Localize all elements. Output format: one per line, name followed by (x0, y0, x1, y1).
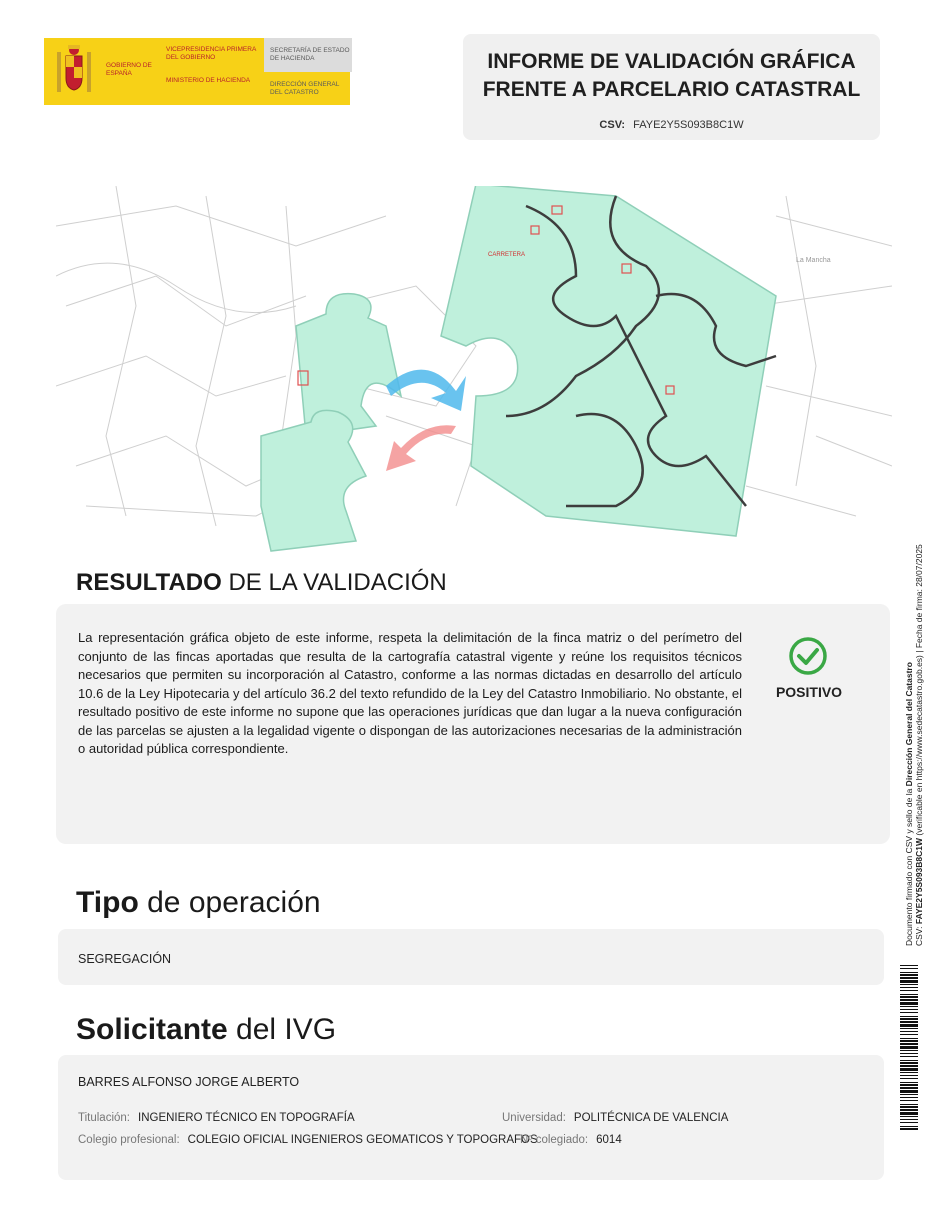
signature-line2-pre: CSV: (914, 924, 924, 946)
colegio-value: COLEGIO OFICIAL INGENIEROS GEOMATICOS Y TOPOGRAFOS (187, 1134, 538, 1146)
report-title-line2: FRENTE A PARCELARIO CATASTRAL (482, 78, 861, 101)
coat-of-arms-icon (44, 38, 104, 105)
barcode-bar (900, 1087, 918, 1089)
barcode-bar (900, 1126, 918, 1127)
universidad-row (502, 1112, 728, 1124)
barcode-bar (900, 1040, 918, 1042)
operation-heading (76, 886, 321, 920)
barcode-bar (900, 1002, 918, 1005)
titulacion-value: INGENIERO TÉCNICO EN TOPOGRAFÍA (138, 1112, 355, 1124)
signature-side-text (904, 544, 924, 946)
barcode-bar (900, 1024, 918, 1027)
barcode-bar (900, 1112, 918, 1115)
barcode-bar (900, 1056, 918, 1057)
barcode-bar (900, 1018, 918, 1020)
signature-line1 (904, 544, 914, 946)
signature-line2 (914, 544, 924, 946)
result-heading (76, 569, 447, 597)
barcode-bar (900, 996, 918, 998)
barcode-bar (900, 999, 918, 1001)
logo-gobierno-text: GOBIERNO DE ESPAÑA (106, 62, 152, 77)
operation-heading-rest: de operación (138, 886, 321, 919)
barcode-bar (900, 1090, 918, 1093)
csv-value: FAYE2Y5S093B8C1W (633, 119, 744, 131)
barcode-bar (900, 1006, 918, 1007)
barcode-bar (900, 1016, 918, 1017)
barcode-bar (900, 1097, 918, 1098)
barcode-bar (900, 1062, 918, 1064)
svg-text:CARRETERA: CARRETERA (488, 252, 526, 258)
barcode-bar (900, 1082, 918, 1083)
puzzle-map-illustration (56, 186, 892, 552)
barcode-bar (900, 1075, 918, 1076)
barcode-bar (900, 1021, 918, 1023)
map-place-label: La Mancha (796, 257, 831, 264)
barcode-bar (900, 1046, 918, 1049)
operation-heading-bold: Tipo (76, 886, 139, 919)
arrow-out-icon (386, 425, 456, 471)
barcode-bar (900, 1053, 918, 1054)
barcode-bar (900, 968, 918, 969)
report-title (463, 48, 880, 104)
barcode-bar (900, 1038, 918, 1039)
signature-line1-bold: Dirección General del Catastro (904, 662, 914, 787)
logo-direccion-text: DIRECCIÓN GENERAL DEL CATASTRO (270, 81, 340, 96)
barcode-bar (900, 1119, 918, 1120)
result-heading-bold: RESULTADO (76, 569, 222, 596)
colegiado-row (520, 1134, 622, 1146)
barcode-bar (900, 1116, 918, 1117)
barcode-bar (900, 1031, 918, 1032)
check-circle-icon (788, 636, 828, 676)
colegiado-value: 6014 (596, 1134, 622, 1146)
barcode-bar (900, 1065, 918, 1067)
barcode-bar (900, 1028, 918, 1029)
barcode-bar (900, 994, 918, 995)
barcode-bar (900, 1068, 918, 1071)
barcode-bar (900, 1104, 918, 1105)
barcode-bar (900, 984, 918, 985)
barcode-bar (900, 1034, 918, 1035)
signature-line1-pre: Documento firmado con CSV y sello de la (904, 786, 914, 946)
applicant-heading-bold: Solicitante (76, 1013, 228, 1046)
operation-panel (58, 929, 884, 985)
arrow-in-icon (386, 370, 466, 411)
barcode-bar (900, 1012, 918, 1013)
applicant-heading-rest: del IVG (227, 1013, 337, 1046)
result-heading-rest: DE LA VALIDACIÓN (221, 569, 447, 596)
logo-secretaria-block (264, 38, 352, 72)
logo-secretaria-text: SECRETARÍA DE ESTADO DE HACIENDA (270, 47, 350, 62)
colegiado-label: Nº colegiado: (520, 1134, 589, 1146)
colegio-row (78, 1134, 538, 1146)
universidad-label: Universidad: (502, 1112, 566, 1124)
barcode-bar (900, 1100, 918, 1101)
universidad-value: POLITÉCNICA DE VALENCIA (573, 1112, 729, 1124)
operation-value: SEGREGACIÓN (78, 952, 172, 966)
signature-line2-rest: (verificable en https://www.sedecatastro.gob.es) | Fecha de firma: 28/07/2025 (914, 544, 924, 838)
barcode-bar (900, 1128, 918, 1130)
barcode-bar (900, 965, 918, 966)
csv-code (463, 119, 880, 131)
barcode-bar (900, 1109, 918, 1111)
barcode-bar (900, 1078, 918, 1079)
barcode-bar (900, 1060, 918, 1061)
applicant-heading (76, 1013, 336, 1047)
removed-puzzle-piece (261, 410, 366, 551)
barcode-bar (900, 1122, 918, 1123)
signature-line2-bold: FAYE2Y5S093B8C1W (914, 837, 924, 925)
barcode-bar (900, 974, 918, 976)
colegio-label: Colegio profesional: (78, 1134, 180, 1146)
barcode-bar (900, 1009, 918, 1010)
report-title-line1: INFORME DE VALIDACIÓN GRÁFICA (487, 50, 856, 73)
barcode-bar (900, 972, 918, 973)
barcode-bar (900, 990, 918, 991)
barcode-bar (900, 1072, 918, 1073)
new-puzzle-piece (296, 294, 401, 436)
barcode-bar (900, 1094, 918, 1095)
result-description: La representación gráfica objeto de este informe, respeta la delimitación de la finca matriz o del perímetro del conjunto de las fincas aportadas que resulta de la cartografía catastral vigente y reúne los requisitos técnicos necesarios que permiten su incorporación al Catastro, conforme a las normas dictadas en desarrollo del artículo 10.6 de la Ley Hipotecaria y del artículo 36.2 del texto refundido de la Ley del Catastro Inmobiliario. No obstante, el resultado positivo de este informe no supone que las operaciones jurídicas que dan lugar a la nueva configuración de las parcelas se ajusten a la legalidad vigente o dispongan de las autorizaciones necesarias de la administración o autoridad pública correspondiente. (78, 630, 742, 756)
barcode-bar (900, 1043, 918, 1045)
barcode-bar (900, 987, 918, 988)
barcode-bar (900, 1050, 918, 1051)
titulacion-label: Titulación: (78, 1112, 130, 1124)
barcode-bar (900, 1106, 918, 1108)
assembled-puzzle (441, 186, 776, 536)
csv-label: CSV: (599, 119, 626, 131)
barcode-icon (900, 965, 918, 1130)
applicant-name: BARRES ALFONSO JORGE ALBERTO (78, 1075, 300, 1089)
logo-ministerio-text: MINISTERIO DE HACIENDA (166, 77, 251, 84)
barcode-bar (900, 980, 918, 983)
barcode-bar (900, 977, 918, 979)
result-status-label: POSITIVO (775, 684, 843, 700)
barcode-bar (900, 1084, 918, 1086)
titulacion-row (78, 1112, 355, 1124)
logo-vicepresidencia-text: VICEPRESIDENCIA PRIMERA DEL GOBIERNO (166, 46, 256, 61)
